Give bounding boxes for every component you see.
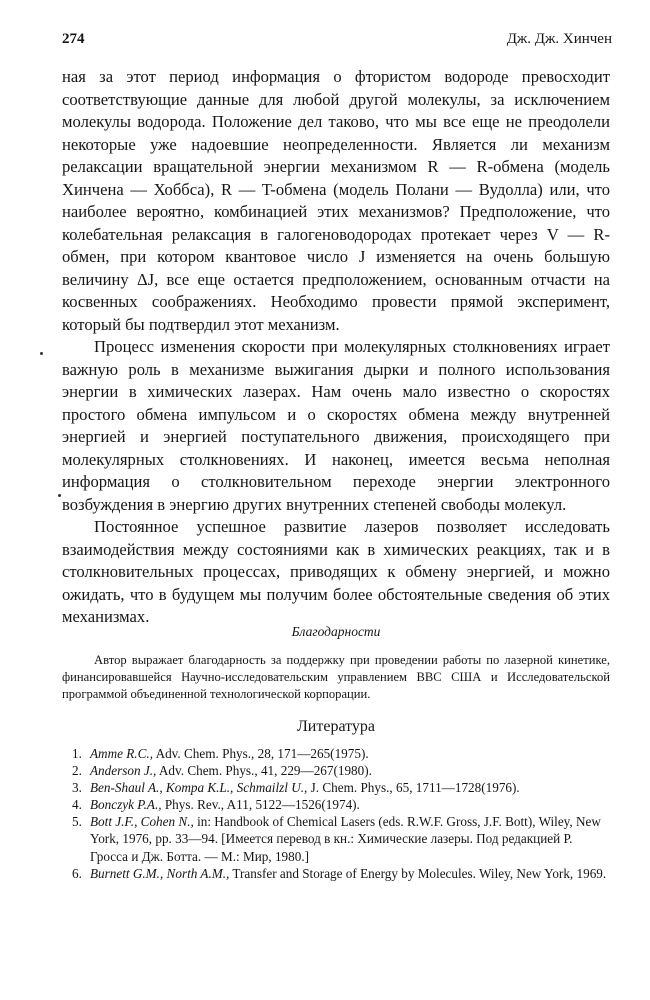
reference-authors: Bonczyk P.A., <box>90 797 162 813</box>
reference-item <box>62 865 610 882</box>
reference-details: J. Chem. Phys., 65, 1711—1728(1976). <box>307 780 520 796</box>
reference-authors: Anderson J., <box>90 763 157 779</box>
margin-speck <box>40 352 43 355</box>
paragraph-3: Постоянное успешное развитие лазеров позволяет исследовать взаимодействия между состояниями как в химических реакциях, так и в столкновительных процессах, приводящих к обмену энергией, и можно ожидать, что в будущем мы получим более обстоятельные сведения об этих механизмах. <box>62 517 610 626</box>
reference-number: 4. <box>72 797 82 813</box>
reference-details: Transfer and Storage of Energy by Molecules. Wiley, New York, 1969. <box>229 865 607 881</box>
reference-authors: Burnett G.M., North A.M., <box>90 865 230 881</box>
reference-number: 1. <box>72 746 82 761</box>
running-head: Дж. Дж. Хинчен <box>506 31 612 47</box>
acknowledgements-title: Благодарности <box>291 624 381 639</box>
reference-details: Phys. Rev., A11, 5122—1526(1974). <box>161 797 360 813</box>
reference-authors: Bott J.F., Cohen N., <box>90 814 194 830</box>
references-title: Литература <box>296 718 376 735</box>
paragraph-1: ная за этот период информация о фтористом водороде превосходит соответствующие данные для любой другой молекулы, за исключением молекулы водорода. Положение дел таково, что мы все еще не преодолели некоторые уже надоевшие неопределенности. Является ли механизм релаксации вращательной энергии механизмом R — R-обмена (модель Хинчена — Хоббса), R — T-обмена (модель Полани — Вудолла) или, что наиболее вероятно, комбинацией этих механизмов? Предположение, что колебательная релаксация в галогеноводородах протекает через V — R-обмен, при котором квантовое число J изменяется на очень большую величину ΔJ, все еще остается предположением, основанным отчасти на косвенных соображениях. Необходимо провести прямой эксперимент, который бы подтвердил этот механизм. <box>62 67 610 334</box>
page-number: 274 <box>62 31 85 47</box>
reference-item <box>62 745 610 762</box>
reference-item <box>62 813 610 864</box>
reference-number: 6. <box>72 865 82 881</box>
margin-speck <box>58 494 61 497</box>
main-text <box>62 66 610 629</box>
reference-details: in: Handbook of Chemical Lasers (eds. R.W.F. Gross, J.F. Bott), Wiley, New York, 1976, pp. 33—94. [Имеется перевод в кн.: Химические лазеры. Под редакцией Р. Гросса и Дж. Ботта. — М.: Мир, 1980.] <box>90 814 601 864</box>
acknowledgements-text: Автор выражает благодарность за поддержку при проведении работы по лазерной кинетике, финансировавшейся Научно-исследовательским управлением ВВС США и Исследовательской программой объединенной технологической корпорации. <box>62 653 610 702</box>
reference-details: Adv. Chem. Phys., 28, 171—265(1975). <box>153 746 369 761</box>
reference-number: 2. <box>72 763 82 779</box>
page-header <box>62 31 612 53</box>
reference-item <box>62 762 610 779</box>
references-list <box>62 745 610 882</box>
reference-item <box>62 796 610 813</box>
reference-authors: Amme R.C., <box>90 746 153 761</box>
paragraph-2: Процесс изменения скорости при молекулярных столкновениях играет важную роль в механизме выжигания дырки и полного использования энергии в химических лазерах. Нам очень мало известно о скоростях простого обмена импульсом и о скоростях обмена между внутренней энергией и энергией поступательного движения, происходящего при молекулярных столкновениях. И наконец, имеется весьма неполная информация о столкновительном переходе энергии электронного возбуждения в энергию других внутренних степеней свободы молекул. <box>62 337 610 514</box>
reference-details: Adv. Chem. Phys., 41, 229—267(1980). <box>156 763 372 779</box>
reference-authors: Ben-Shaul A., Kompa K.L., Schmailzl U., <box>90 780 308 796</box>
reference-number: 5. <box>72 814 82 830</box>
reference-number: 3. <box>72 780 82 796</box>
reference-item <box>62 779 610 796</box>
